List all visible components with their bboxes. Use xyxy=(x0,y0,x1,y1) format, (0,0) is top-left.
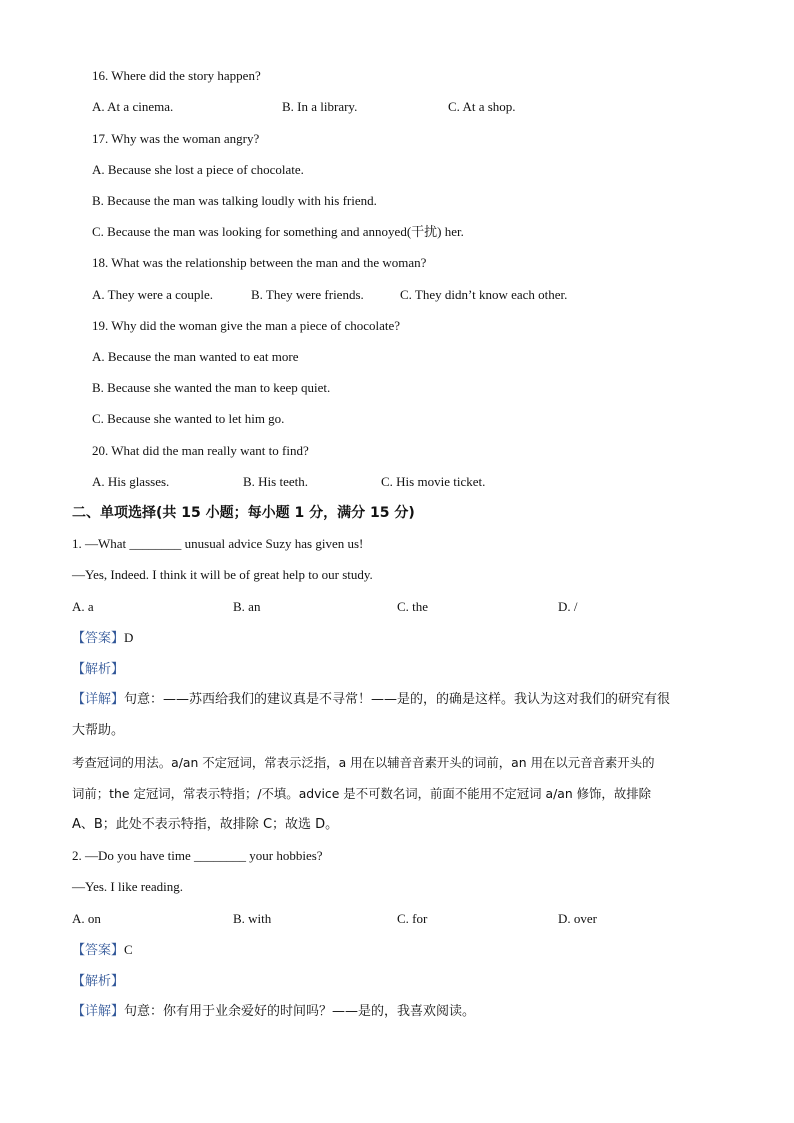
detail-tag: 【详解】 xyxy=(72,1004,125,1019)
mc1-detail-cont: 大帮助。 xyxy=(72,723,125,738)
q19-option-b: B. Because she wanted the man to keep quiet. xyxy=(92,380,331,395)
analysis-tag: 【解析】 xyxy=(72,662,125,677)
q16-option-c: C. At a shop. xyxy=(448,99,516,114)
q20-question: 20. What did the man really want to find? xyxy=(92,443,309,458)
mc1-question: 1. —What ________ unusual advice Suzy has given us! xyxy=(72,536,364,551)
answer-value: C xyxy=(124,942,133,957)
q16-question: 16. Where did the story happen? xyxy=(92,68,261,83)
mc2-option-c: C. for xyxy=(397,911,428,926)
mc2-option-d: D. over xyxy=(558,911,597,926)
answer-value: D xyxy=(124,630,134,645)
q20-option-c: C. His movie ticket. xyxy=(381,474,486,489)
mc2-option-a: A. on xyxy=(72,911,101,926)
q18-option-b: B. They were friends. xyxy=(251,287,364,302)
mc1-analysis-row xyxy=(72,661,124,678)
q17-option-a: A. Because she lost a piece of chocolate. xyxy=(92,162,304,177)
mc2-analysis-row xyxy=(72,973,124,990)
q16-option-b: B. In a library. xyxy=(282,99,358,114)
q18-option-a: A. They were a couple. xyxy=(92,287,214,302)
q19-question: 19. Why did the woman give the man a piece of chocolate? xyxy=(92,318,401,333)
section-heading: 二、单项选择(共 15 小题；每小题 1 分，满分 15 分) xyxy=(72,505,415,521)
mc2-answer-row xyxy=(72,942,133,959)
detail-text: 句意：你有用于业余爱好的时间吗？——是的，我喜欢阅读。 xyxy=(124,1004,476,1019)
q19-option-a: A. Because the man wanted to eat more xyxy=(92,349,299,364)
mc1-explain-3: A、B；此处不表示特指，故排除 C；故选 D。 xyxy=(72,817,339,832)
mc1-explain-2: 词前；the 定冠词，常表示特指；/不填。advice 是不可数名词，前面不能用不定冠词 a/an 修饰，故排除 xyxy=(72,786,651,801)
answer-tag: 【答案】 xyxy=(72,943,125,958)
mc1-explain-1: 考查冠词的用法。a/an 不定冠词，常表示泛指，a 用在以辅音音素开头的词前，an 用在以元音音素开头的 xyxy=(72,755,655,770)
mc1-option-c: C. the xyxy=(397,599,429,614)
detail-text: 句意：——苏西给我们的建议真是不寻常！——是的，的确是这样。我认为这对我们的研究有很 xyxy=(124,692,671,707)
mc1-option-b: B. an xyxy=(233,599,261,614)
q19-option-c: C. Because she wanted to let him go. xyxy=(92,411,285,426)
q20-option-b: B. His teeth. xyxy=(243,474,308,489)
mc1-option-a: A. a xyxy=(72,599,94,614)
mc2-reply: —Yes. I like reading. xyxy=(72,879,183,894)
q17-question: 17. Why was the woman angry? xyxy=(92,131,260,146)
mc2-question: 2. —Do you have time ________ your hobbies? xyxy=(72,848,323,863)
answer-tag: 【答案】 xyxy=(72,631,125,646)
q17-option-c: C. Because the man was looking for something and annoyed(干扰) her. xyxy=(92,224,464,239)
q18-question: 18. What was the relationship between the man and the woman? xyxy=(92,255,427,270)
q16-option-a: A. At a cinema. xyxy=(92,99,174,114)
mc1-option-d: D. / xyxy=(558,599,578,614)
analysis-tag: 【解析】 xyxy=(72,974,125,989)
mc2-option-b: B. with xyxy=(233,911,272,926)
mc1-detail-row xyxy=(72,692,670,708)
mc2-detail-row xyxy=(72,1004,475,1020)
q17-option-b: B. Because the man was talking loudly with his friend. xyxy=(92,193,377,208)
q18-option-c: C. They didn’t know each other. xyxy=(400,287,568,302)
mc1-reply: —Yes, Indeed. I think it will be of great help to our study. xyxy=(72,567,373,582)
mc1-answer-row xyxy=(72,630,133,647)
detail-tag: 【详解】 xyxy=(72,692,125,707)
q20-option-a: A. His glasses. xyxy=(92,474,170,489)
